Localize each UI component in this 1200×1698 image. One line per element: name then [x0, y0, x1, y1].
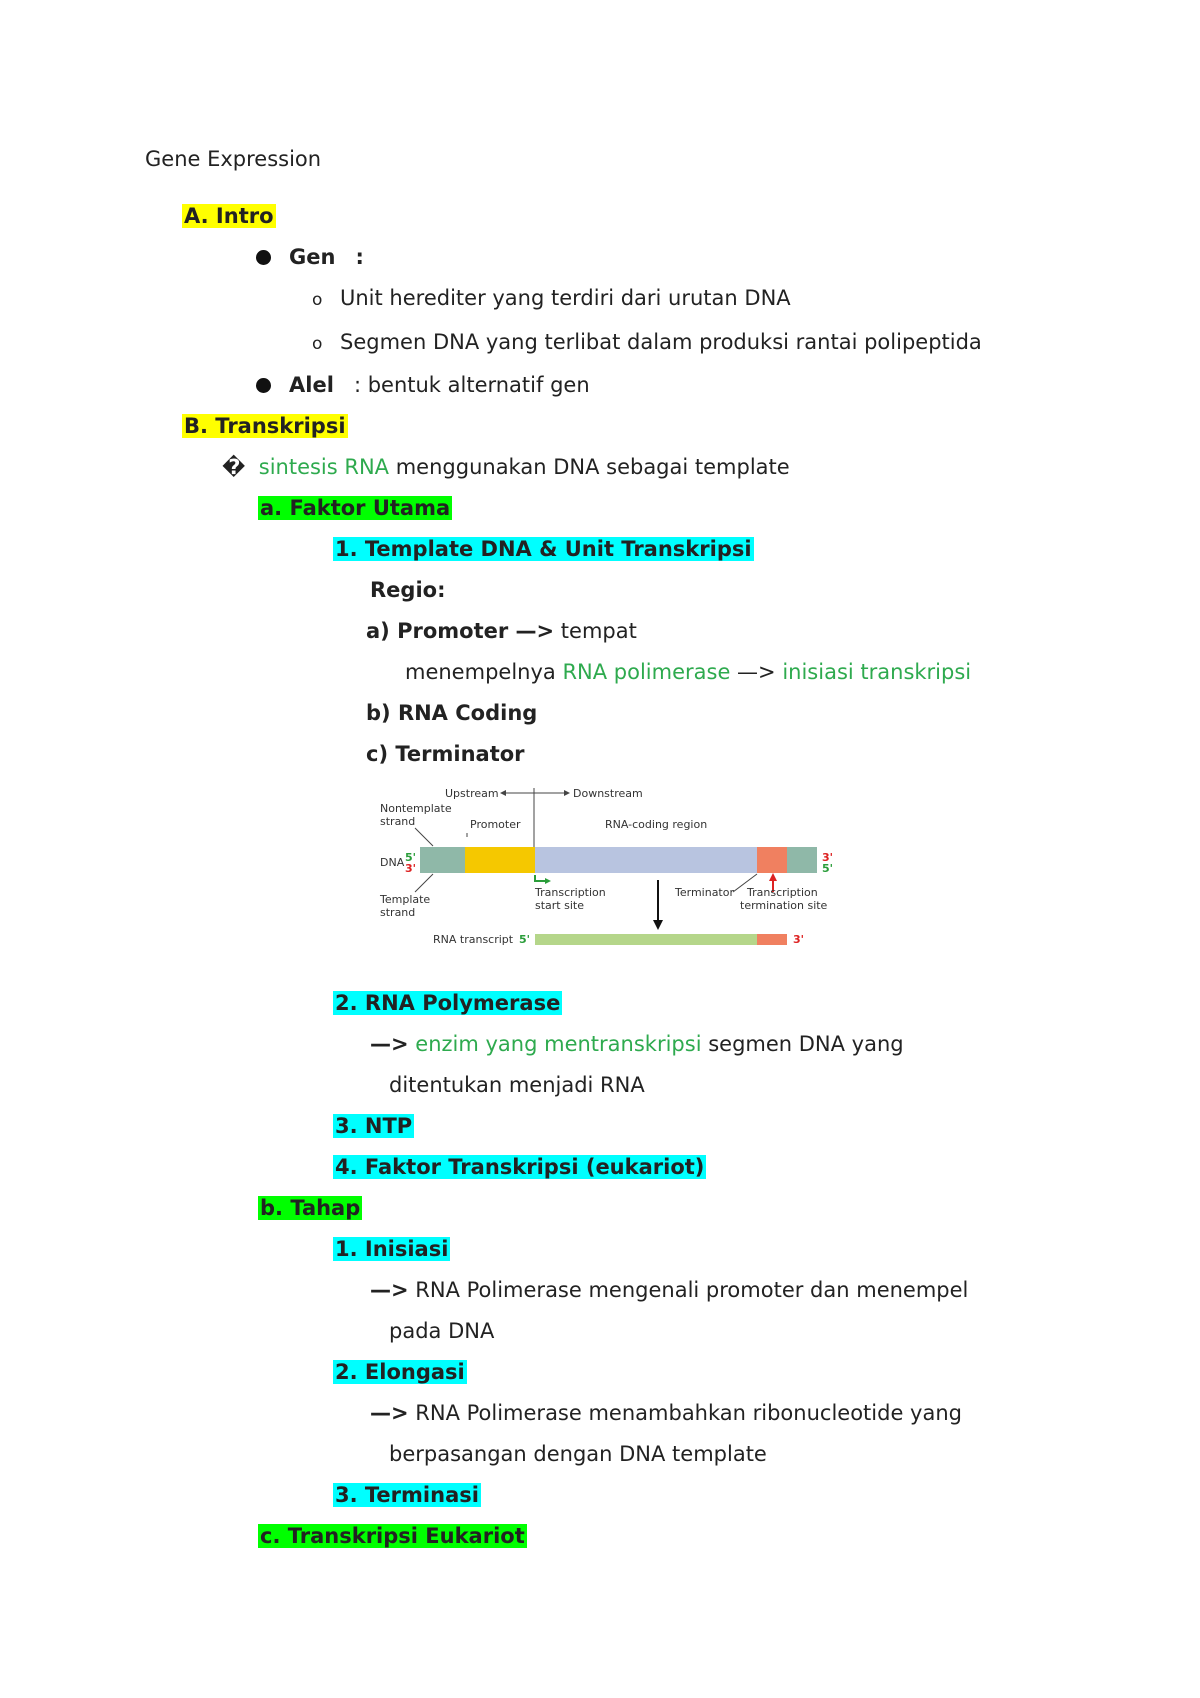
three-prime-bottom: 3': [405, 862, 417, 875]
five-prime-right: 5': [822, 862, 834, 875]
termination-label-2: termination site: [740, 899, 828, 912]
dna-label: DNA: [380, 856, 405, 869]
nontemplate-label-1: Nontemplate: [380, 802, 452, 815]
upstream-flank: [420, 847, 465, 873]
terminator-diagram-label: Terminator: [675, 886, 734, 899]
upstream-label: Upstream: [445, 787, 499, 800]
rna-coding-label: b) RNA Coding: [366, 701, 538, 725]
template-pointer: [415, 874, 433, 892]
right-arrowhead-icon: [564, 790, 570, 796]
item-a3-heading: 3. NTP: [335, 1114, 413, 1138]
circle-bullet-icon: o: [312, 290, 323, 310]
inisiasi-desc: —> RNA Polimerase mengenali promoter dan menempel: [370, 1278, 969, 1302]
transcription-unit-diagram: [375, 780, 845, 960]
gen-item-1: o Unit herediter yang terdiri dari urutan DNA: [312, 285, 791, 314]
regio-label: Regio:: [370, 578, 446, 602]
coding-segment: [535, 847, 757, 873]
promoter-segment: [465, 847, 535, 873]
termination-arrowhead-icon: [769, 873, 777, 881]
rna-three-prime: 3': [793, 933, 805, 946]
terminator-label: c) Terminator: [366, 742, 525, 766]
three-prime-right: 3': [822, 851, 834, 864]
subsection-c-heading: c. Transkripsi Eukariot: [260, 1524, 525, 1548]
promoter-label: Promoter: [470, 818, 521, 831]
circle-bullet-icon: o: [312, 334, 323, 354]
promoter-line: a) Promoter —> tempat: [366, 619, 637, 643]
elongasi-desc: —> RNA Polimerase menambahkan ribonucleotide yang: [370, 1401, 962, 1425]
start-site-label-2: start site: [535, 899, 584, 912]
item-a2-heading: 2. RNA Polymerase: [335, 991, 561, 1015]
rna-five-prime: 5': [519, 933, 531, 946]
template-label-2: strand: [380, 906, 416, 919]
downstream-flank: [787, 847, 817, 873]
subsection-a-heading: a. Faktor Utama: [260, 496, 451, 520]
page-title: Gene Expression: [145, 147, 322, 171]
start-arrowhead-icon: [545, 878, 551, 884]
nontemplate-label-2: strand: [380, 815, 416, 828]
item-b1-heading: 1. Inisiasi: [335, 1237, 449, 1261]
section-b-heading: B. Transkripsi: [184, 414, 346, 438]
transkripsi-definition: � sintesis RNA menggunakan DNA sebagai template: [222, 455, 790, 479]
coding-region-label: RNA-coding region: [605, 818, 708, 831]
down-arrowhead-icon: [653, 920, 663, 930]
subsection-b-heading: b. Tahap: [260, 1196, 361, 1220]
alel-bullet: Alel : bentuk alternatif gen: [256, 372, 590, 399]
termination-label-1: Transcription: [747, 886, 818, 899]
item-a4-heading: 4. Faktor Transkripsi (eukariot): [335, 1155, 705, 1179]
start-site-label-1: Transcription: [535, 886, 606, 899]
gen-item-2: o Segmen DNA yang terlibat dalam produksi rantai polipeptida: [312, 329, 982, 358]
section-a-heading: A. Intro: [184, 204, 274, 228]
item-a1-heading: 1. Template DNA & Unit Transkripsi: [335, 537, 752, 561]
item-b2-heading: 2. Elongasi: [335, 1360, 465, 1384]
nontemplate-pointer: [415, 828, 433, 846]
bullet-icon: [256, 250, 271, 265]
bullet-icon: [256, 378, 271, 393]
elongasi-desc-2: berpasangan dengan DNA template: [389, 1442, 767, 1466]
gen-bullet: Gen :: [256, 244, 364, 271]
template-label-1: Template: [380, 893, 431, 906]
rna-polymerase-desc: —> enzim yang mentranskripsi segmen DNA yang: [370, 1032, 904, 1056]
five-prime-top: 5': [405, 851, 417, 864]
promoter-line-2: menempelnya RNA polimerase —> inisiasi transkripsi: [405, 660, 972, 684]
downstream-label: Downstream: [573, 787, 643, 800]
inisiasi-desc-2: pada DNA: [389, 1319, 495, 1343]
terminator-segment: [757, 847, 787, 873]
rna-polymerase-desc-2: ditentukan menjadi RNA: [389, 1073, 645, 1097]
rna-coding-bar: [535, 934, 757, 945]
item-b3-heading: 3. Terminasi: [335, 1483, 479, 1507]
rna-terminator-bar: [757, 934, 787, 945]
left-arrowhead-icon: [500, 790, 506, 796]
rna-transcript-label: RNA transcript: [433, 933, 514, 946]
